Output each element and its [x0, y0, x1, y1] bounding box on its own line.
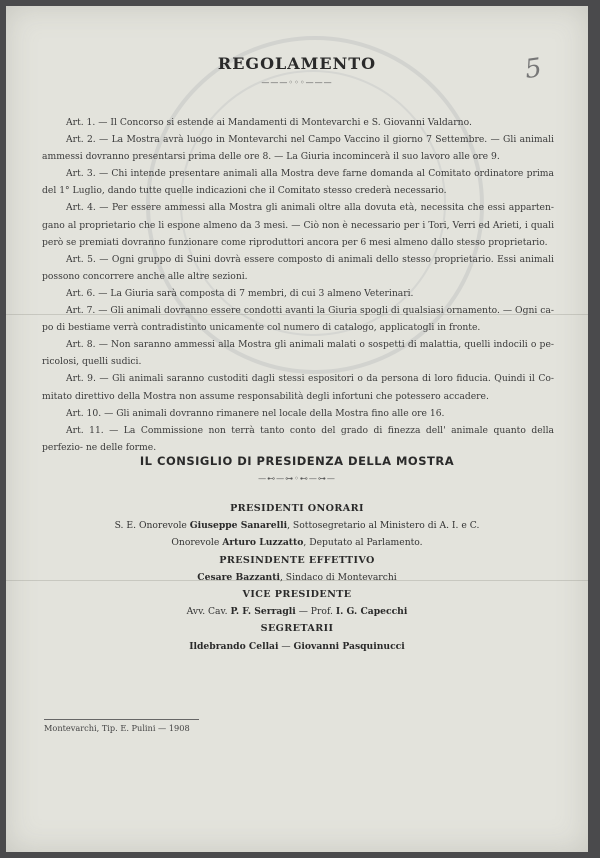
article-9 — [42, 370, 554, 404]
article-line: ammessi dovranno presentarsi prima delle ore 8. — La Giuria incomincerà il suo lavoro alle ore 9. — [42, 151, 500, 163]
article-line: Art. 8. — Non saranno ammessi alla Mostra gli animali malati o sospetti di malattia, quelli indocili o pe- — [66, 339, 554, 351]
honorary-presidents-heading: PRESIDENTI ONORARI — [230, 503, 364, 514]
article-line: ricolosi, quelli sudici. — [42, 356, 142, 368]
article-line: gano al proprietario che li espone almeno da 3 mesi. — Ciò non è necessario per i Tori, Verri ed Arieti, i — [42, 219, 528, 231]
vice-presidents: Avv. Cav. P. F. Serragli — Prof. I. G. Capecchi — [186, 606, 408, 618]
honorary-president-1: S. E. Onorevole Giuseppe Sanarelli, Sottosegretario al Ministero di A. I. e C. — [114, 520, 480, 532]
article-3 — [42, 165, 554, 199]
article-line: Art. 11. — La Commissione non terrà tanto conto del grado di finezza dell' animale quanto della perfezio- — [42, 424, 554, 453]
article-line: Art. 1. — Il Concorso si estende ai Mandamenti di Montevarchi e S. Giovanni Valdarno. — [66, 117, 472, 128]
article-line: Art. 10. — Gli animali dovranno rimanere nel locale della Mostra fino alle ore 16. — [66, 407, 445, 419]
article-11 — [42, 422, 554, 456]
article-line: 1° Luglio, dando tutte quelle indicazioni che il Comitato stesso crederà necessario. — [59, 185, 447, 197]
effective-president: Cesare Bazzanti, Sindaco di Montevarchi — [197, 571, 397, 583]
article-line: Art. 3. — Chi intende presentare animali alla Mostra deve farne domanda al Comitato ordinatore prima del — [42, 168, 554, 197]
title-ornament: ———◦◦◦——— — [261, 78, 333, 87]
council-members — [6, 500, 588, 655]
article-line: ne delle forme. — [85, 441, 157, 453]
footer-rule — [44, 719, 199, 720]
article-line: Art. 5. — Ogni gruppo di Suini dovrà essere composto di animali dello stesso proprietario. Essi animali — [66, 253, 554, 265]
printer-imprint: Montevarchi, Tip. E. Pulini — 1908 — [44, 723, 190, 733]
article-5 — [42, 251, 554, 285]
article-7 — [42, 302, 554, 336]
article-line: Art. 7. — Gli animali dovranno essere condotti avanti la Giuria spogli di qualsiasi ornamento. — Ogni ca- — [66, 305, 554, 317]
article-1 — [42, 114, 554, 131]
article-line: quali però se premiati dovranno funzionare come riproduttori ancora per 6 mesi almeno dallo stesso proprietario. — [42, 219, 555, 248]
article-line: Art. 4. — Per essere ammessi alla Mostra gli animali oltre alla dovuta età, necessita che essi apparten- — [66, 202, 554, 214]
article-line: Art. 6. — La Giuria sarà composta di 7 membri, di cui 3 almeno Veterinari. — [66, 287, 414, 299]
secretaries: Ildebrando Cellai — Giovanni Pasquinucci — [189, 640, 405, 652]
article-10 — [42, 405, 554, 422]
regulation-articles — [42, 114, 554, 456]
article-line: possono concorrere anche alle altre sezioni. — [42, 270, 248, 282]
article-line: mitato direttivo della Mostra non assume responsabilità degli infortuni che potessero accadere. — [42, 390, 489, 402]
council-ornament: —⊷—⊶◦⊷—⊶— — [258, 474, 336, 483]
article-line: Art. 9. — Gli animali saranno custoditi dagli stessi espositori o da persona di loro fiducia. Quindi il Co- — [66, 373, 554, 385]
pencil-page-number: 5 — [523, 52, 545, 86]
document-page — [6, 6, 588, 852]
honorary-president-2: Onorevole Arturo Luzzatto, Deputato al Parlamento. — [171, 537, 423, 549]
vice-president-heading: VICE PRESIDENTE — [242, 589, 352, 601]
council-heading: IL CONSIGLIO DI PRESIDENZA DELLA MOSTRA — [139, 454, 455, 468]
page-title: REGOLAMENTO — [217, 54, 377, 73]
effective-president-heading: PRESINDENTE EFFETTIVO — [219, 554, 375, 566]
article-8 — [42, 336, 554, 370]
article-2 — [42, 131, 554, 165]
secretaries-heading: SEGRETARII — [260, 623, 334, 635]
article-6 — [42, 285, 554, 302]
article-line: Art. 2. — La Mostra avrà luogo in Montevarchi nel Campo Vaccino il giorno 7 Settembre. — Gli animali — [66, 134, 554, 146]
article-line: po di bestiame verrà contradistinto unicamente col numero di catalogo, applicatogli in fronte. — [42, 322, 481, 334]
article-4 — [42, 199, 554, 250]
